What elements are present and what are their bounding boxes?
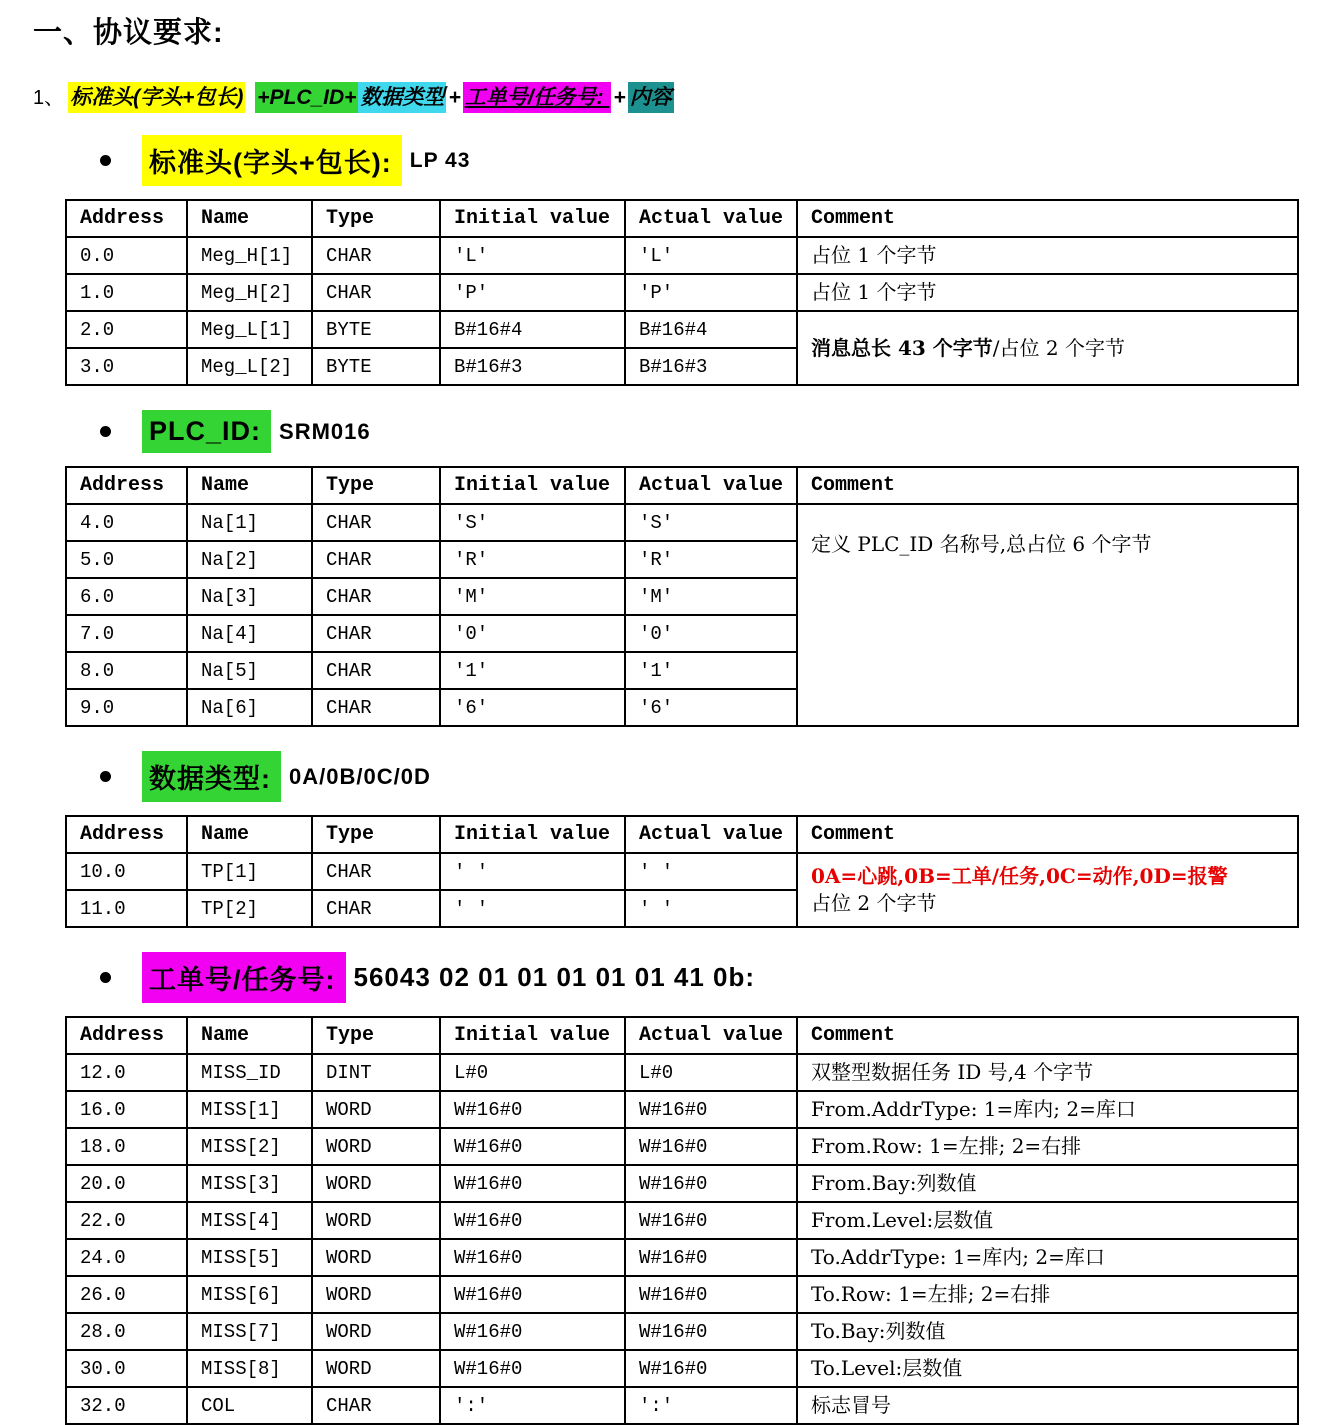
protocol-formula-line: [33, 81, 1304, 111]
comment-line: [811, 279, 1293, 306]
cell-type: CHAR: [312, 853, 440, 890]
cell-type: DINT: [312, 1054, 440, 1091]
table-row: [66, 274, 1298, 311]
cell-actual-value: L#0: [625, 1054, 797, 1091]
column-header: Type: [312, 467, 440, 504]
cell-name: Meg_L[1]: [187, 311, 312, 348]
table-row: [66, 1239, 1298, 1276]
column-header: Address: [66, 467, 187, 504]
comment-line: [811, 1392, 1293, 1419]
cell-name: MISS[6]: [187, 1276, 312, 1313]
cell-address: 4.0: [66, 504, 187, 541]
table-row: [66, 1054, 1298, 1091]
cell-name: COL: [187, 1387, 312, 1424]
cell-type: CHAR: [312, 274, 440, 311]
cell-initial-value: 'R': [440, 541, 625, 578]
cell-actual-value: W#16#0: [625, 1091, 797, 1128]
table-header-row: [66, 467, 1298, 504]
comment-line: [811, 335, 1293, 362]
cell-initial-value: W#16#0: [440, 1091, 625, 1128]
cell-name: MISS_ID: [187, 1054, 312, 1091]
column-header: Comment: [797, 467, 1298, 504]
cell-address: 24.0: [66, 1239, 187, 1276]
comment-text: 占位 1 个字节: [811, 243, 937, 267]
cell-comment: [797, 504, 1298, 726]
formula-segment: +: [613, 86, 626, 109]
cell-actual-value: W#16#0: [625, 1128, 797, 1165]
cell-actual-value: 'L': [625, 237, 797, 274]
formula-segment: [245, 82, 255, 113]
section-value: 0A/0B/0C/0D: [289, 763, 431, 789]
cell-name: MISS[3]: [187, 1165, 312, 1202]
section-heading-data-type: [100, 751, 1304, 802]
cell-actual-value: W#16#0: [625, 1350, 797, 1387]
cell-address: 3.0: [66, 348, 187, 385]
cell-name: Na[2]: [187, 541, 312, 578]
cell-name: MISS[4]: [187, 1202, 312, 1239]
cell-address: 1.0: [66, 274, 187, 311]
cell-actual-value: 'M': [625, 578, 797, 615]
section-plc-id: [33, 410, 1304, 727]
comment-text: 占位 1 个字节: [811, 280, 937, 304]
cell-type: CHAR: [312, 504, 440, 541]
column-header: Address: [66, 1017, 187, 1054]
section-heading-mission-id: [100, 952, 1304, 1003]
cell-initial-value: W#16#0: [440, 1350, 625, 1387]
cell-initial-value: '0': [440, 615, 625, 652]
cell-initial-value: 'L': [440, 237, 625, 274]
cell-actual-value: ' ': [625, 853, 797, 890]
table-plc-id: [65, 466, 1299, 727]
formula-segments: [68, 82, 674, 113]
comment-text: From.Level:层数值: [811, 1208, 994, 1232]
table-row: [66, 1202, 1298, 1239]
table-row: [66, 1387, 1298, 1424]
cell-comment: [797, 853, 1298, 927]
comment-text: To.Level:层数值: [811, 1356, 963, 1380]
cell-type: CHAR: [312, 578, 440, 615]
cell-initial-value: W#16#0: [440, 1128, 625, 1165]
cell-name: Na[3]: [187, 578, 312, 615]
cell-name: Na[4]: [187, 615, 312, 652]
cell-address: 26.0: [66, 1276, 187, 1313]
column-header: Type: [312, 200, 440, 237]
table-data-type: [65, 815, 1299, 928]
cell-comment: [797, 274, 1298, 311]
cell-address: 22.0: [66, 1202, 187, 1239]
table-row: [66, 853, 1298, 890]
cell-name: Meg_H[1]: [187, 237, 312, 274]
cell-actual-value: '1': [625, 652, 797, 689]
column-header: Comment: [797, 200, 1298, 237]
cell-name: MISS[7]: [187, 1313, 312, 1350]
cell-initial-value: B#16#3: [440, 348, 625, 385]
cell-type: WORD: [312, 1313, 440, 1350]
cell-comment: [797, 1313, 1298, 1350]
comment-text: 消息总长 43 个字节: [811, 335, 993, 360]
table-standard-header: [65, 199, 1299, 386]
comment-line: [811, 1244, 1293, 1271]
comment-line: [811, 1355, 1293, 1382]
comment-line: [811, 1059, 1293, 1086]
table-mission-id: [65, 1016, 1299, 1425]
cell-name: TP[2]: [187, 890, 312, 927]
column-header: Initial value: [440, 200, 625, 237]
comment-text: To.Row: 1=左排; 2=右排: [811, 1282, 1051, 1306]
cell-actual-value: 'R': [625, 541, 797, 578]
cell-name: MISS[8]: [187, 1350, 312, 1387]
comment-text: 双整型数据任务 ID 号,4 个字节: [811, 1060, 1094, 1084]
cell-name: Na[1]: [187, 504, 312, 541]
column-header: Name: [187, 200, 312, 237]
table-row: [66, 1276, 1298, 1313]
cell-type: CHAR: [312, 652, 440, 689]
cell-comment: [797, 1387, 1298, 1424]
table-header-row: [66, 200, 1298, 237]
table-header-row: [66, 1017, 1298, 1054]
table-row: [66, 1165, 1298, 1202]
cell-actual-value: ' ': [625, 890, 797, 927]
cell-initial-value: W#16#0: [440, 1276, 625, 1313]
cell-name: Na[6]: [187, 689, 312, 726]
cell-initial-value: 'S': [440, 504, 625, 541]
cell-address: 16.0: [66, 1091, 187, 1128]
cell-name: TP[1]: [187, 853, 312, 890]
cell-initial-value: W#16#0: [440, 1313, 625, 1350]
section-value: 56043 02 01 01 01 01 01 41 0b:: [353, 962, 756, 992]
section-mission-id: [33, 952, 1304, 1425]
section-heading-plc-id: [100, 410, 1304, 453]
cell-initial-value: ' ': [440, 890, 625, 927]
cell-name: MISS[5]: [187, 1239, 312, 1276]
comment-text: From.Bay:列数值: [811, 1171, 977, 1195]
cell-type: WORD: [312, 1165, 440, 1202]
cell-initial-value: '6': [440, 689, 625, 726]
cell-type: WORD: [312, 1239, 440, 1276]
cell-initial-value: '1': [440, 652, 625, 689]
section-value: SRM016: [279, 418, 371, 444]
cell-address: 5.0: [66, 541, 187, 578]
comment-line: [811, 890, 1293, 917]
cell-name: MISS[2]: [187, 1128, 312, 1165]
column-header: Initial value: [440, 816, 625, 853]
column-header: Name: [187, 467, 312, 504]
column-header: Type: [312, 816, 440, 853]
cell-type: WORD: [312, 1128, 440, 1165]
cell-name: Na[5]: [187, 652, 312, 689]
cell-address: 12.0: [66, 1054, 187, 1091]
cell-comment: [797, 1202, 1298, 1239]
column-header: Actual value: [625, 1017, 797, 1054]
cell-address: 8.0: [66, 652, 187, 689]
cell-initial-value: ':': [440, 1387, 625, 1424]
cell-type: CHAR: [312, 890, 440, 927]
cell-actual-value: B#16#3: [625, 348, 797, 385]
cell-address: 10.0: [66, 853, 187, 890]
cell-type: WORD: [312, 1202, 440, 1239]
comment-text: From.AddrType: 1=库内; 2=库口: [811, 1097, 1136, 1121]
cell-address: 7.0: [66, 615, 187, 652]
cell-actual-value: W#16#0: [625, 1313, 797, 1350]
comment-line: [811, 1207, 1293, 1234]
cell-comment: [797, 1128, 1298, 1165]
column-header: Actual value: [625, 467, 797, 504]
comment-line: [811, 1170, 1293, 1197]
column-header: Actual value: [625, 816, 797, 853]
cell-address: 20.0: [66, 1165, 187, 1202]
bullet-icon: [100, 155, 111, 166]
cell-comment: [797, 1091, 1298, 1128]
section-heading-standard-header: [100, 135, 1304, 186]
table-row: [66, 237, 1298, 274]
column-header: Initial value: [440, 1017, 625, 1054]
table-row: [66, 1350, 1298, 1387]
cell-address: 2.0: [66, 311, 187, 348]
cell-type: CHAR: [312, 541, 440, 578]
comment-line: [811, 1096, 1293, 1123]
cell-comment: [797, 1350, 1298, 1387]
cell-actual-value: ':': [625, 1387, 797, 1424]
cell-address: 9.0: [66, 689, 187, 726]
formula-segment: 工单号/任务号:: [463, 82, 612, 113]
column-header: Address: [66, 816, 187, 853]
column-header: Comment: [797, 1017, 1298, 1054]
comment-line: [811, 531, 1293, 558]
bullet-icon: [100, 426, 111, 437]
section-label: 工单号/任务号:: [142, 952, 346, 1003]
comment-line: [811, 242, 1293, 269]
formula-number: 1、: [33, 87, 65, 109]
comment-text: To.AddrType: 1=库内; 2=库口: [811, 1245, 1105, 1269]
comment-text: 占位 2 个字节: [811, 891, 937, 915]
bullet-icon: [100, 972, 111, 983]
section-label: 数据类型:: [142, 751, 281, 802]
cell-type: WORD: [312, 1091, 440, 1128]
column-header: Address: [66, 200, 187, 237]
formula-segment: 标准头(字头+包长): [68, 82, 245, 113]
column-header: Type: [312, 1017, 440, 1054]
comment-text: To.Bay:列数值: [811, 1319, 946, 1343]
comment-text: 0A=心跳,0B=工单/任务,0C=动作,0D=报警: [811, 864, 1228, 888]
cell-actual-value: '6': [625, 689, 797, 726]
cell-actual-value: 'S': [625, 504, 797, 541]
cell-actual-value: '0': [625, 615, 797, 652]
cell-address: 0.0: [66, 237, 187, 274]
comment-text: 标志冒号: [811, 1393, 891, 1417]
cell-initial-value: ' ': [440, 853, 625, 890]
section-value: LP 43: [409, 148, 471, 172]
cell-actual-value: W#16#0: [625, 1276, 797, 1313]
cell-type: CHAR: [312, 615, 440, 652]
section-standard-header: [33, 135, 1304, 386]
cell-address: 32.0: [66, 1387, 187, 1424]
cell-address: 28.0: [66, 1313, 187, 1350]
column-header: Comment: [797, 816, 1298, 853]
cell-type: WORD: [312, 1350, 440, 1387]
column-header: Name: [187, 816, 312, 853]
cell-name: Meg_H[2]: [187, 274, 312, 311]
table-row: [66, 1091, 1298, 1128]
formula-segment: 内容: [628, 82, 674, 113]
cell-initial-value: W#16#0: [440, 1165, 625, 1202]
protocol-sections: [33, 135, 1304, 1425]
cell-comment: [797, 311, 1298, 385]
comment-line: [811, 1318, 1293, 1345]
cell-address: 18.0: [66, 1128, 187, 1165]
table-row: [66, 1313, 1298, 1350]
comment-text: From.Row: 1=左排; 2=右排: [811, 1134, 1082, 1158]
cell-actual-value: W#16#0: [625, 1202, 797, 1239]
cell-initial-value: B#16#4: [440, 311, 625, 348]
column-header: Initial value: [440, 467, 625, 504]
cell-type: CHAR: [312, 689, 440, 726]
column-header: Actual value: [625, 200, 797, 237]
cell-initial-value: W#16#0: [440, 1202, 625, 1239]
cell-name: Meg_L[2]: [187, 348, 312, 385]
cell-type: BYTE: [312, 348, 440, 385]
cell-actual-value: W#16#0: [625, 1165, 797, 1202]
cell-actual-value: B#16#4: [625, 311, 797, 348]
cell-type: BYTE: [312, 311, 440, 348]
comment-line: [811, 863, 1293, 890]
cell-type: WORD: [312, 1276, 440, 1313]
formula-segment: +: [448, 86, 461, 109]
cell-name: MISS[1]: [187, 1091, 312, 1128]
cell-type: CHAR: [312, 1387, 440, 1424]
cell-comment: [797, 1054, 1298, 1091]
cell-actual-value: W#16#0: [625, 1239, 797, 1276]
section-label: PLC_ID:: [142, 410, 271, 453]
cell-initial-value: L#0: [440, 1054, 625, 1091]
bullet-icon: [100, 771, 111, 782]
cell-actual-value: 'P': [625, 274, 797, 311]
cell-comment: [797, 1276, 1298, 1313]
cell-address: 6.0: [66, 578, 187, 615]
section-data-type: [33, 751, 1304, 928]
comment-text: 定义 PLC_ID 名称号,总占位 6 个字节: [811, 532, 1152, 556]
page-title: 一、协议要求:: [33, 17, 224, 49]
comment-text: /占位 2 个字节: [992, 335, 1125, 360]
cell-initial-value: W#16#0: [440, 1239, 625, 1276]
cell-address: 11.0: [66, 890, 187, 927]
table-row: [66, 504, 1298, 541]
section-label: 标准头(字头+包长):: [142, 135, 402, 186]
cell-comment: [797, 237, 1298, 274]
cell-address: 30.0: [66, 1350, 187, 1387]
table-row: [66, 311, 1298, 348]
comment-line: [811, 1281, 1293, 1308]
comment-line: [811, 1133, 1293, 1160]
formula-segment: 数据类型: [358, 82, 446, 113]
column-header: Name: [187, 1017, 312, 1054]
table-row: [66, 1128, 1298, 1165]
table-header-row: [66, 816, 1298, 853]
formula-segment: +PLC_ID+: [255, 82, 358, 113]
cell-type: CHAR: [312, 237, 440, 274]
cell-comment: [797, 1165, 1298, 1202]
cell-comment: [797, 1239, 1298, 1276]
cell-initial-value: 'P': [440, 274, 625, 311]
cell-initial-value: 'M': [440, 578, 625, 615]
